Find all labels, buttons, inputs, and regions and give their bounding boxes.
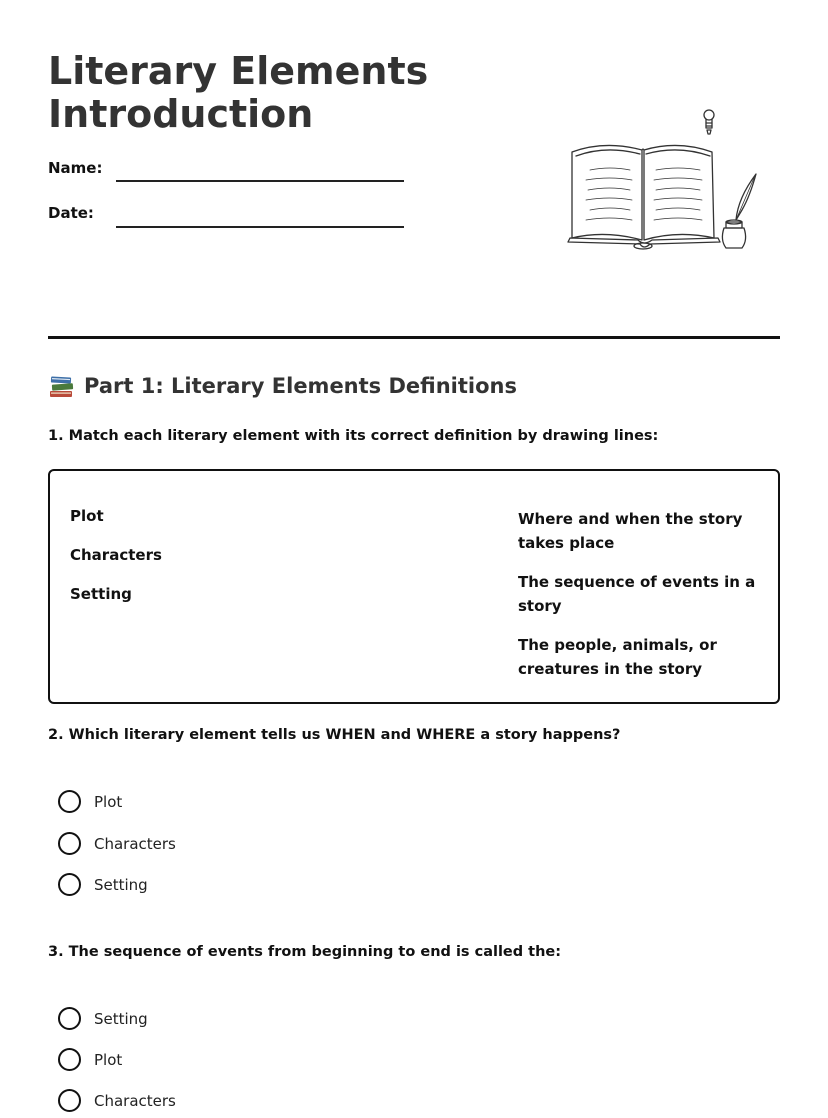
q3-prompt: 3. The sequence of events from beginning to end is called the:: [48, 944, 562, 960]
radio-button[interactable]: [58, 1048, 81, 1071]
definition-list: [518, 507, 768, 696]
radio-button[interactable]: [58, 1007, 81, 1030]
q3-option[interactable]: [58, 1007, 148, 1030]
option-label: Setting: [94, 1009, 148, 1028]
date-label: Date:: [48, 204, 94, 222]
book-illustration: [560, 100, 770, 260]
title-line-1: Literary Elements: [48, 49, 429, 93]
radio-button[interactable]: [58, 873, 81, 896]
term-list: [70, 507, 162, 624]
q2-option[interactable]: [58, 873, 148, 896]
q2-option[interactable]: [58, 832, 176, 855]
part1-heading: [48, 373, 517, 399]
lightbulb-icon: [704, 110, 714, 134]
option-label: Plot: [94, 792, 123, 811]
matching-box: [48, 469, 780, 704]
definition-item[interactable]: The sequence of events in a story: [518, 573, 756, 615]
open-book-icon: [568, 145, 720, 249]
option-label: Characters: [94, 834, 176, 853]
definition-item[interactable]: The people, animals, or creatures in the story: [518, 636, 717, 678]
part1-title: Part 1: Literary Elements Definitions: [84, 374, 517, 398]
term-item[interactable]: Characters: [70, 546, 162, 564]
radio-button[interactable]: [58, 1089, 81, 1112]
option-label: Characters: [94, 1091, 176, 1110]
q1-prompt: 1. Match each literary element with its correct definition by drawing lines:: [48, 428, 659, 444]
worksheet-title: [48, 50, 508, 136]
radio-button[interactable]: [58, 790, 81, 813]
q2-option[interactable]: [58, 790, 122, 813]
q2-prompt: 2. Which literary element tells us WHEN and WHERE a story happens?: [48, 727, 621, 743]
definition-item[interactable]: Where and when the story takes place: [518, 510, 743, 552]
section-divider: [48, 336, 780, 339]
name-label: Name:: [48, 159, 103, 177]
quill-inkwell-icon: [722, 174, 756, 248]
date-field[interactable]: [116, 226, 404, 228]
q3-option[interactable]: [58, 1048, 122, 1071]
term-item[interactable]: Setting: [70, 585, 132, 603]
term-item[interactable]: Plot: [70, 507, 104, 525]
option-label: Plot: [94, 1050, 123, 1069]
q3-option[interactable]: [58, 1089, 176, 1112]
option-label: Setting: [94, 875, 148, 894]
radio-button[interactable]: [58, 832, 81, 855]
name-field[interactable]: [116, 180, 404, 182]
title-line-2: Introduction: [48, 92, 314, 136]
books-icon: [48, 373, 76, 399]
